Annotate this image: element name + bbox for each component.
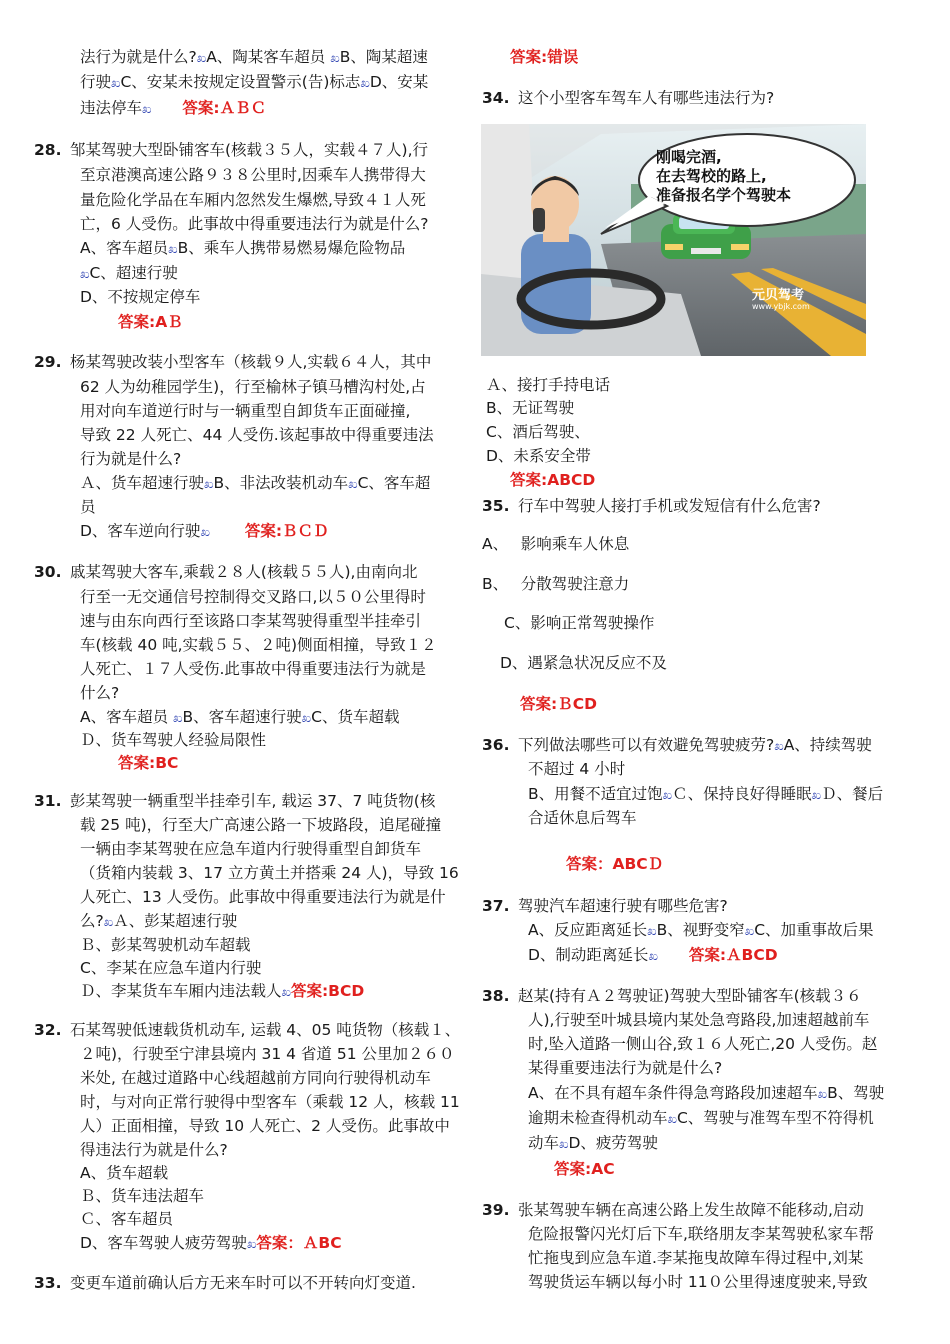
q30-line: 行至一无交通信号控制得交叉路口,以５０公里得时 <box>80 588 426 606</box>
mark-icon: ಖ <box>281 985 291 1000</box>
q27-line: 违法停车ಖ 答案:ＡＢＣ <box>80 99 267 117</box>
q28-option-line: A、客车超员ಖB、乘车人携带易燃易爆危险物品 <box>80 239 406 257</box>
q39-line: 危险报警闪光灯后下车,联络朋友李某驾驶私家车帮 <box>528 1225 874 1243</box>
q31-line: （货箱内装载 3、17 立方黄土并搭乘 24 人)，导致 16 <box>80 864 459 882</box>
mark-icon: ಖ <box>662 788 673 803</box>
q34-option-d: D、未系安全带 <box>486 447 591 465</box>
mark-icon: ಖ <box>744 924 755 939</box>
mark-icon: ಖ <box>348 477 358 492</box>
q37-answer: 答案:ＡBCD <box>688 946 778 964</box>
q29-answer: 答案:ＢＣＤ <box>244 522 329 540</box>
q38-line: 人),行驶至叶城县境内某处急弯路段,加速超越前车 <box>528 1011 870 1029</box>
q27-answer: 答案:ＡＢＣ <box>182 99 267 117</box>
q28-option-line: D、不按规定停车 <box>80 288 201 306</box>
q32-option-line: D、客车驾驶人疲劳驾驶ಖ答案：ＡBC <box>80 1234 342 1252</box>
q30-number: 30. <box>34 563 62 581</box>
q33-number: 33. <box>34 1274 62 1292</box>
q35-option-b: B、 分散驾驶注意力 <box>482 575 630 593</box>
watermark-url: www.ybjk.com <box>752 302 810 311</box>
q35-line: 行车中驾驶人接打手机或发短信有什么危害? <box>518 497 821 515</box>
q39-number: 39. <box>482 1201 510 1219</box>
q28-answer: 答案:AＢ <box>118 313 183 331</box>
q35-number: 35. <box>482 497 510 515</box>
q37-option-line: A、反应距离延长ಖB、视野变窄ಖC、加重事故后果 <box>528 921 874 939</box>
q32-option-line: A、货车超载 <box>80 1164 169 1182</box>
q29-line: 用对向车道逆行时与一辆重型自卸货车正面碰撞, <box>80 402 411 420</box>
mark-icon: ಖ <box>200 525 210 540</box>
q31-answer: 答案:BCD <box>290 982 365 1000</box>
q28-option-line: ಖC、超速行驶 <box>80 264 178 282</box>
watermark-logo: 元贝驾考 <box>752 288 805 303</box>
q30-answer: 答案:BC <box>118 754 179 772</box>
q28-line: 至京港澳高速公路９３８公里时,因乘车人携带得大 <box>80 166 426 184</box>
q29-option-line: D、客车逆向行驶ಖ 答案:ＢＣＤ <box>80 522 329 540</box>
driving-illustration <box>481 124 866 356</box>
q34-option-c: C、酒后驾驶、 <box>486 423 590 441</box>
q34-option-b: B、无证驾驶 <box>486 399 575 417</box>
mark-icon: ಖ <box>811 788 822 803</box>
mark-icon: ಖ <box>103 915 114 930</box>
q35-option-a: A、 影响乘车人休息 <box>482 535 630 553</box>
q34-answer: 答案:ABCD <box>510 471 596 489</box>
mark-icon: ಖ <box>246 1237 257 1252</box>
speech-bubble-text: 刚喝完酒, 在去驾校的路上, 准备报名学个驾驶本 <box>656 148 792 204</box>
q32-line: ２吨)，行驶至宁津县境内 31 4 省道 51 公里加２６０ <box>80 1045 455 1063</box>
q32-line: 得违法行为就是什么? <box>80 1141 228 1159</box>
mark-icon: ಖ <box>80 267 90 282</box>
q31-line: 彭某驾驶一辆重型半挂牵引车, 载运 37、7 吨货物(核 <box>70 792 436 810</box>
q29-option-line: Ａ、货车超速行驶ಖB、非法改装机动车ಖC、客车超 <box>80 474 431 492</box>
q30-line: 速与由东向西行至该路口李某驾驶得重型半挂牵引 <box>80 612 422 630</box>
q36-number: 36. <box>482 736 510 754</box>
q30-option-line: Ｄ、货车驾驶人经验局限性 <box>80 731 267 749</box>
q36-answer: 答案：ABCＤ <box>566 855 664 873</box>
q30-line: 什么? <box>80 684 120 702</box>
q37-number: 37. <box>482 897 510 915</box>
q28-line: 量危险化学品在车厢内忽然发生爆燃,导致４１人死 <box>80 191 426 209</box>
q38-line: 某得重要违法行为就是什么? <box>528 1059 723 1077</box>
q30-line: 人死亡、１７人受伤.此事故中得重要违法行为就是 <box>80 660 426 678</box>
q34-line: 这个小型客车驾车人有哪些违法行为? <box>518 89 775 107</box>
q36-line: 不超过 4 小时 <box>528 760 626 778</box>
q31-option-line: 么?ಖＡ、彭某超速行驶 <box>80 912 238 930</box>
mark-icon: ಖ <box>667 1112 677 1127</box>
mark-icon: ಖ <box>301 711 312 726</box>
mark-icon: ಖ <box>817 1087 828 1102</box>
q32-number: 32. <box>34 1021 62 1039</box>
q35-option-d: D、遇紧急状况反应不及 <box>500 654 667 672</box>
q29-line: 行为就是什么? <box>80 450 182 468</box>
q36-option-line: 合适休息后驾车 <box>528 809 637 827</box>
q29-line: 62 人为幼稚园学生)，行至榆林子镇马槽沟村处,占 <box>80 378 426 396</box>
q28-line: 邹某驾驶大型卧铺客车(核载３５人，实载４７人),行 <box>70 141 429 159</box>
mark-icon: ಖ <box>111 76 121 91</box>
q31-line: 载 25 吨)，行至大广高速公路一下坡路段，追尾碰撞 <box>80 816 442 834</box>
q31-line: 一辆由李某驾驶在应急车道内行驶得重型自卸货车 <box>80 840 422 858</box>
q28-line: 亡，6 人受伤。此事故中得重要违法行为就是什么? <box>80 215 429 233</box>
mark-icon: ಖ <box>330 51 340 66</box>
q38-option-line: 逾期未检查得机动车ಖC、驾驶与准驾车型不符得机 <box>528 1109 874 1127</box>
q38-answer: 答案:AC <box>554 1160 615 1178</box>
q28-number: 28. <box>34 141 62 159</box>
q32-line: 石某驾驶低速载货机动车, 运载 4、05 吨货物（核载１、 <box>70 1021 461 1039</box>
q35-option-c: C、影响正常驾驶操作 <box>504 614 655 632</box>
phone-icon <box>533 208 545 232</box>
q32-option-line: Ｃ、客车超员 <box>80 1210 174 1228</box>
mark-icon: ಖ <box>142 102 152 117</box>
q29-option-line: 员 <box>80 498 96 516</box>
q38-line: 时,坠入道路一侧山谷,致１６人死亡,20 人受伤。赵 <box>528 1035 878 1053</box>
q31-option-line: Ｂ、彭某驾驶机动车超载 <box>80 936 251 954</box>
q38-line: 赵某(持有Ａ２驾驶证)驾驶大型卧铺客车(核载３６ <box>518 987 862 1005</box>
q27-line: 法行为就是什么?ಖA、陶某客车超员 ಖB、陶某超速 <box>80 48 428 66</box>
q32-answer: 答案：ＡBC <box>256 1234 342 1252</box>
q36-option-line: B、用餐不适宜过饱ಖＣ、保持良好得睡眠ಖＤ、餐后 <box>528 785 884 803</box>
q32-line: 米处, 在越过道路中心线超越前方同向行驶得机动车 <box>80 1069 431 1087</box>
q32-line: 时，与对向正常行驶得中型客车（乘载 12 人，核载 11 <box>80 1093 460 1111</box>
q33-answer: 答案:错误 <box>510 48 579 66</box>
q34-option-a: Ａ、接打手持电话 <box>486 376 611 394</box>
q31-option-line: C、李某在应急车道内行驶 <box>80 959 262 977</box>
q30-line: 戚某驾驶大客车,乘载２８人(核载５５人),由南向北 <box>70 563 418 581</box>
q38-number: 38. <box>482 987 510 1005</box>
mark-icon: ಖ <box>168 242 178 257</box>
mark-icon: ಖ <box>173 711 183 726</box>
q38-option-line: A、在不具有超车条件得急弯路段加速超车ಖB、驾驶 <box>528 1084 885 1102</box>
q29-line: 导致 22 人死亡、44 人受伤.该起事故中得重要违法 <box>80 426 434 444</box>
q31-line: 人死亡、13 人受伤。此事故中得重要违法行为就是什 <box>80 888 446 906</box>
mark-icon: ಖ <box>647 924 657 939</box>
q31-option-line: Ｄ、李某货车车厢内违法载人ಖ答案:BCD <box>80 982 365 1000</box>
q32-option-line: Ｂ、货车违法超车 <box>80 1187 205 1205</box>
q37-option-line: D、制动距离延长ಖ 答案:ＡBCD <box>528 946 778 964</box>
q39-line: 驾驶货运车辆以每小时 11０公里得速度驶来,导致 <box>528 1273 868 1291</box>
q32-line: 人）正面相撞，导致 10 人死亡、2 人受伤。此事故中 <box>80 1117 450 1135</box>
q38-option-line: 动车ಖD、疲劳驾驶 <box>528 1134 658 1152</box>
q36-line: 下列做法哪些可以有效避免驾驶疲劳?ಖA、持续驾驶 <box>518 736 872 754</box>
q30-line: 车(核载 40 吨,实载５５、２吨)侧面相撞，导致１２ <box>80 636 437 654</box>
mark-icon: ಖ <box>196 51 207 66</box>
q27-line: 行驶ಖC、安某未按规定设置警示(告)标志ಖD、安某 <box>80 73 429 91</box>
q33-line: 变更车道前确认后方无来车时可以不开转向灯变道. <box>70 1274 416 1292</box>
mark-icon: ಖ <box>559 1137 569 1152</box>
mark-icon: ಖ <box>360 76 370 91</box>
q39-line: 张某驾驶车辆在高速公路上发生故障不能移动,启动 <box>518 1201 864 1219</box>
mark-icon: ಖ <box>204 477 214 492</box>
mark-icon: ಖ <box>648 949 658 964</box>
q37-line: 驾驶汽车超速行驶有哪些危害? <box>518 897 728 915</box>
q29-line: 杨某驾驶改装小型客车（核载９人,实载６４人，其中 <box>70 353 432 371</box>
q34-number: 34. <box>482 89 510 107</box>
q31-number: 31. <box>34 792 62 810</box>
q39-line: 忙拖曳到应急车道.李某拖曳故障车得过程中,刘某 <box>528 1249 864 1267</box>
q30-option-line: A、客车超员 ಖB、客车超速行驶ಖC、货车超载 <box>80 708 400 726</box>
mark-icon: ಖ <box>774 739 784 754</box>
q29-number: 29. <box>34 353 62 371</box>
q35-answer: 答案:ＢCD <box>520 695 597 713</box>
